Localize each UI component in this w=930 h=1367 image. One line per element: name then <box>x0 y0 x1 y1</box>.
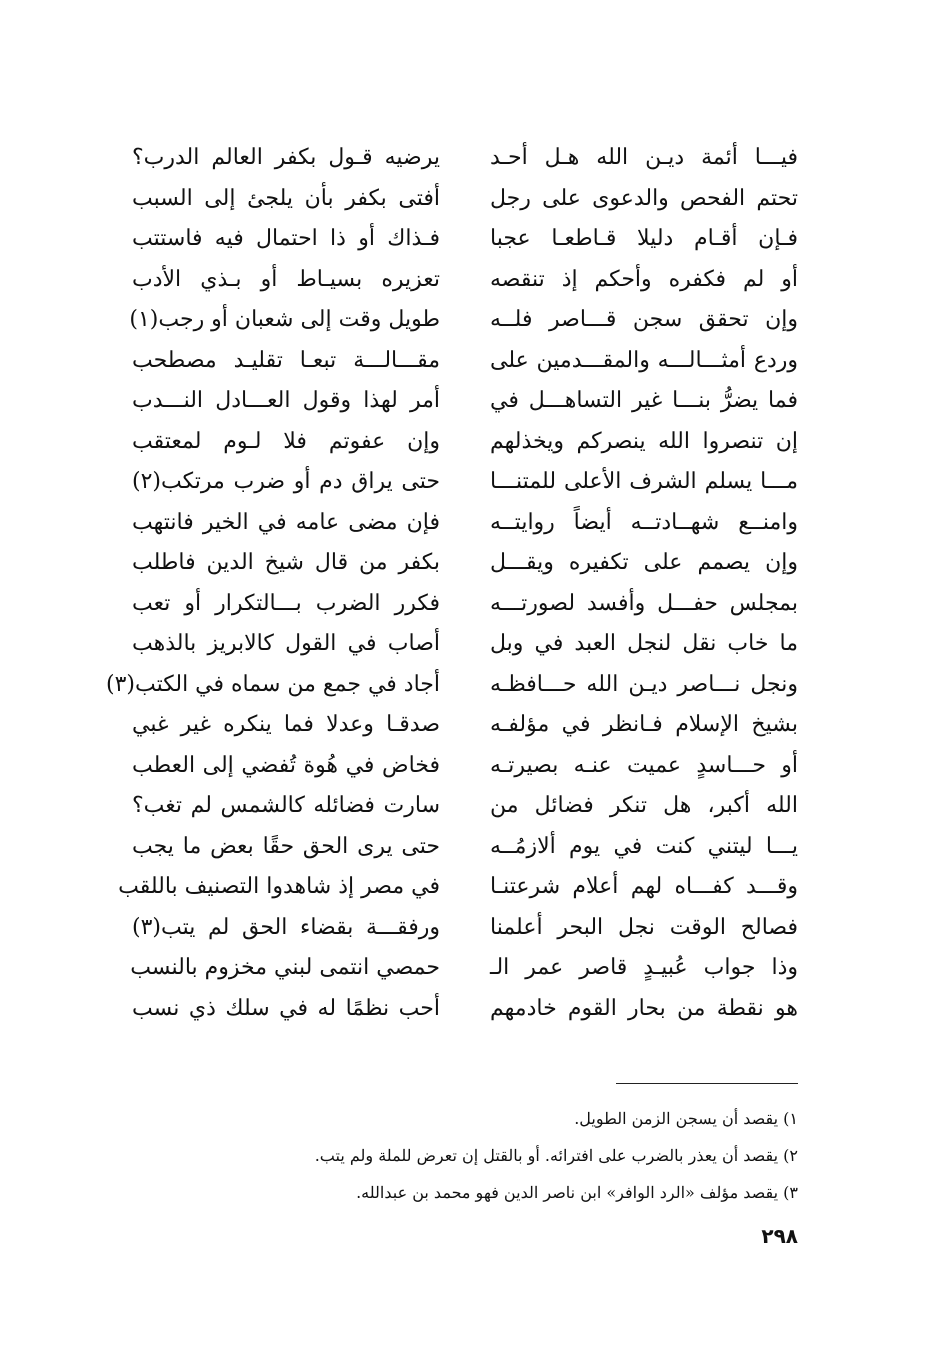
poem-block <box>105 138 798 1029</box>
verse-right-20: فصالح الوقت نجل البحر أعلمنا <box>490 914 798 940</box>
verse-right-7: فما يضرُّ بنـــا غير التساهـــل في <box>490 388 798 413</box>
poem-right-column <box>490 138 798 1029</box>
footnote-divider <box>616 1083 798 1084</box>
verse-right-6: وردع أمثـــالـــه والمقـــدمين على <box>490 347 798 373</box>
verse-right-2: تحتم الفحص والدعوى على رجل <box>490 185 798 211</box>
verse-left-14: أجاد في جمع من سماه في الكتب(٣) <box>105 671 440 697</box>
verse-left-5: طويل وقت إلى شعبان أو رجب(١) <box>129 307 440 332</box>
footnote-2: ٢) يقصد أن يعذر بالضرب على افترائه. أو بالقتل إن تعرض للملة ولم يتب. <box>314 1146 798 1165</box>
verse-right-11: وإن يصمم على تكفيره ويقـــل <box>490 550 798 575</box>
verse-left-20: ورفقـــة بقضاء الحق لم يتب(٣) <box>132 914 440 940</box>
verse-left-22: أحب نظمًا له في سلك ذي نسب <box>132 995 440 1021</box>
verse-right-18: يـــا ليتني كنت في يوم ألازمُــه <box>490 833 798 859</box>
verse-left-21: حمصي انتمى لبني مخزوم بالنسب <box>130 955 440 980</box>
verse-right-19: وقـــد كفـــاه لهم أعلام شرعتنـا <box>490 874 798 899</box>
verse-right-9: مـــا يسلم الشرف الأعلى للمتنـــا <box>490 469 798 494</box>
verse-left-16: فخاض في هُوة تُفضي إلى العطب <box>132 752 440 778</box>
verse-left-12: فكرر الضرب بـــالتكرار أو تعب <box>132 590 440 616</box>
verse-right-13: ما خاب نقل لنجل العبد في وبل <box>490 631 798 656</box>
verse-left-7: أمر لهذا وقول العـــادل النـــدب <box>132 388 440 413</box>
verse-right-22: هو نقطة من بحار القوم خادمهم <box>490 995 798 1021</box>
verse-left-2: أفتى بكفر بأن يلجئ إلى السبب <box>132 185 440 211</box>
verse-right-15: بشيخ الإسلام فـانظر في مؤلفـه <box>490 712 798 737</box>
verse-left-15: صدقـا وعدلا فما ينكره غير غبي <box>132 712 440 737</box>
verse-left-13: أصاب في القول كالابريز بالذهب <box>132 631 440 656</box>
footnote-3: ٣) يقصد مؤلف «الرد الوافر» ابن ناصر الدين فهو محمد بن عبدالله. <box>356 1183 798 1202</box>
page-number: ٢٩٨ <box>761 1224 798 1248</box>
verse-right-5: وإن تحقق سجن قـــاصر فلــه <box>490 307 798 332</box>
verse-left-6: مقـــالـــة تبعـا تقليـد مصطحب <box>132 347 440 373</box>
verse-right-1: فيـــا أئمة ديـن الله هـل أحـد <box>490 145 798 170</box>
verse-left-1: يرضيه قـول بكفر العالم الدرب؟ <box>132 145 440 170</box>
poem-left-column <box>105 138 440 1029</box>
verse-left-8: وإن عفوتم فلا لـوم لمعتقب <box>132 428 440 454</box>
footnote-1: ١) يقصد أن يسجن الزمن الطويل. <box>574 1109 798 1128</box>
verse-left-10: فإن مضى عامه في الخير فانتهب <box>132 509 440 535</box>
verse-left-4: تعزيره بسيـاط أو بـذي الأدب <box>132 266 440 292</box>
footnotes <box>132 1100 798 1211</box>
verse-right-14: ونجل نـــاصر ديـن الله حـــافظـه <box>490 671 798 697</box>
verse-left-17: سارت فضائله كالشمس لم تغب؟ <box>132 793 440 818</box>
verse-left-19: في مصر إذ شاهدوا التصنيف باللقب <box>118 874 440 899</box>
verse-left-18: حتى يرى الحق حقًا بعض ما يجب <box>132 833 440 859</box>
verse-right-12: بمجلس حفـــل وأفسد لصورتـــه <box>490 590 798 616</box>
verse-left-11: بكفر من قال شيخ الدين فاطلب <box>132 550 440 575</box>
verse-right-21: وذا جواب عُبيـدٍ قاصر عمر الـ <box>490 955 798 980</box>
verse-right-4: أو لم فكفره وأحكم إذ تنقصه <box>490 266 798 292</box>
verse-right-8: إن تنصروا الله ينصركم ويخذلهم <box>490 428 798 454</box>
verse-left-3: فـذاك أو ذا احتمال فيه فاستتب <box>132 226 440 251</box>
verse-left-9: حتى يراق دم أو ضرب مرتكب(٢) <box>132 469 440 494</box>
verse-right-16: أو حـــاسدٍ عميت عنـه بصيرتـه <box>490 752 798 778</box>
verse-right-10: وامنــع شهــادتــه أيضاً روايتــه <box>490 509 798 535</box>
verse-right-17: الله أكبر، هل تنكر فضائل من <box>490 793 798 818</box>
verse-right-3: فـإن أقـام دليلا قـاطعـا عجبا <box>490 226 798 251</box>
